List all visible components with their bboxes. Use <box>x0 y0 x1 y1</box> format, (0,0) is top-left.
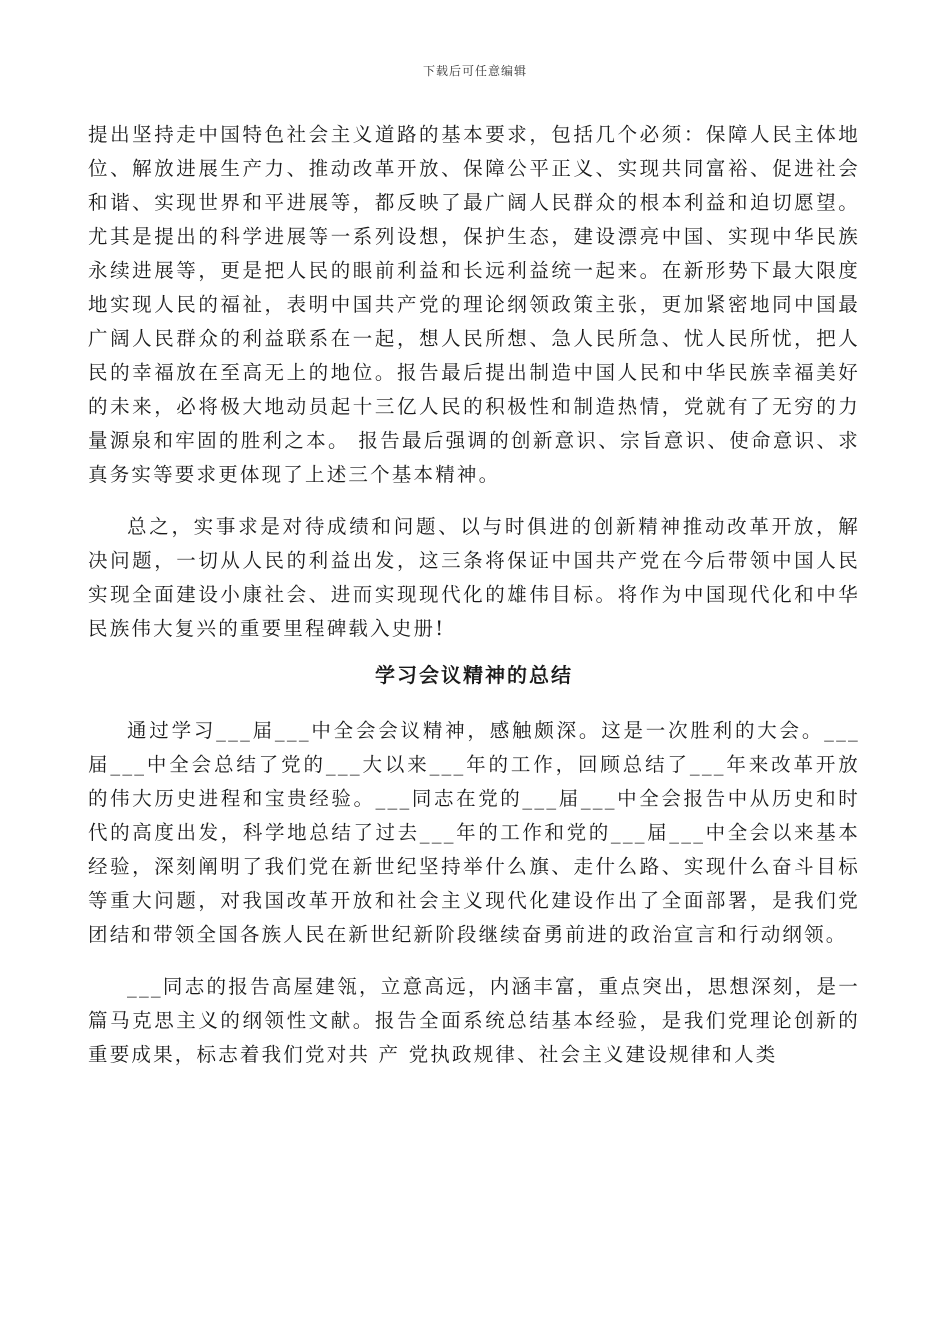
document-body <box>88 118 860 1072</box>
page-header-note: 下载后可任意编辑 <box>422 64 527 78</box>
paragraph-continuation: 提出坚持走中国特色社会主义道路的基本要求，包括几个必须：保障人民主体地位、解放进展生产力、推动改革开放、保障公平正义、实现共同富裕、促进社会和谐、实现世界和平进展等，都反映了最广阔人民群众的根本利益和迫切愿望。尤其是提出的科学进展等一系列设想，保护生态，建设漂亮中国、实现中华民族永续进展等，更是把人民的眼前利益和长远利益统一起来。在新形势下最大限度地实现人民的福祉，表明中国共产党的理论纲领政策主张，更加紧密地同中国最广阔人民群众的利益联系在一起，想人民所想、急人民所急、忧人民所忧，把人民的幸福放在至高无上的地位。报告最后提出制造中国人民和中华民族幸福美好的未来，必将极大地动员起十三亿人民的积极性和制造热情，党就有了无穷的力量源泉和牢固的胜利之本。 报告最后强调的创新意识、宗旨意识、使命意识、求真务实等要求更体现了上述三个基本精神。 <box>88 123 860 486</box>
section-title: 学习会议精神的总结 <box>375 663 573 687</box>
paragraph-report: ___同志的报告高屋建瓴，立意高远，内涵丰富，重点突出，思想深刻，是一篇马克思主义的纲领性文献。报告全面系统总结基本经验，是我们党理论创新的重要成果，标志着我们党对共 产 党执政规律、社会主义建设规律和人类 <box>88 975 860 1066</box>
paragraph-conclusion: 总之，实事求是对待成绩和问题、以与时俱进的创新精神推动改革开放，解决问题，一切从人民的利益出发，这三条将保证中国共产党在今后带领中国人民实现全面建设小康社会、进而实现现代化的雄伟目标。将作为中国现代化和中华民族伟大复兴的重要里程碑载入史册! <box>88 515 860 640</box>
paragraph-intro: 通过学习___届___中全会会议精神，感触颇深。这是一次胜利的大会。___届___中全会总结了党的___大以来___年的工作，回顾总结了___年来改革开放的伟大历史进程和宝贵经验。___同志在党的___届___中全会报告中从历史和时代的高度出发，科学地总结了过去___年的工作和党的___届___中全会以来基本经验，深刻阐明了我们党在新世纪坚持举什么旗、走什么路、实现什么奋斗目标等重大问题，对我国改革开放和社会主义现代化建设作出了全面部署，是我们党团结和带领全国各族人民在新世纪新阶段继续奋勇前进的政治宣言和行动纲领。 <box>88 719 860 946</box>
